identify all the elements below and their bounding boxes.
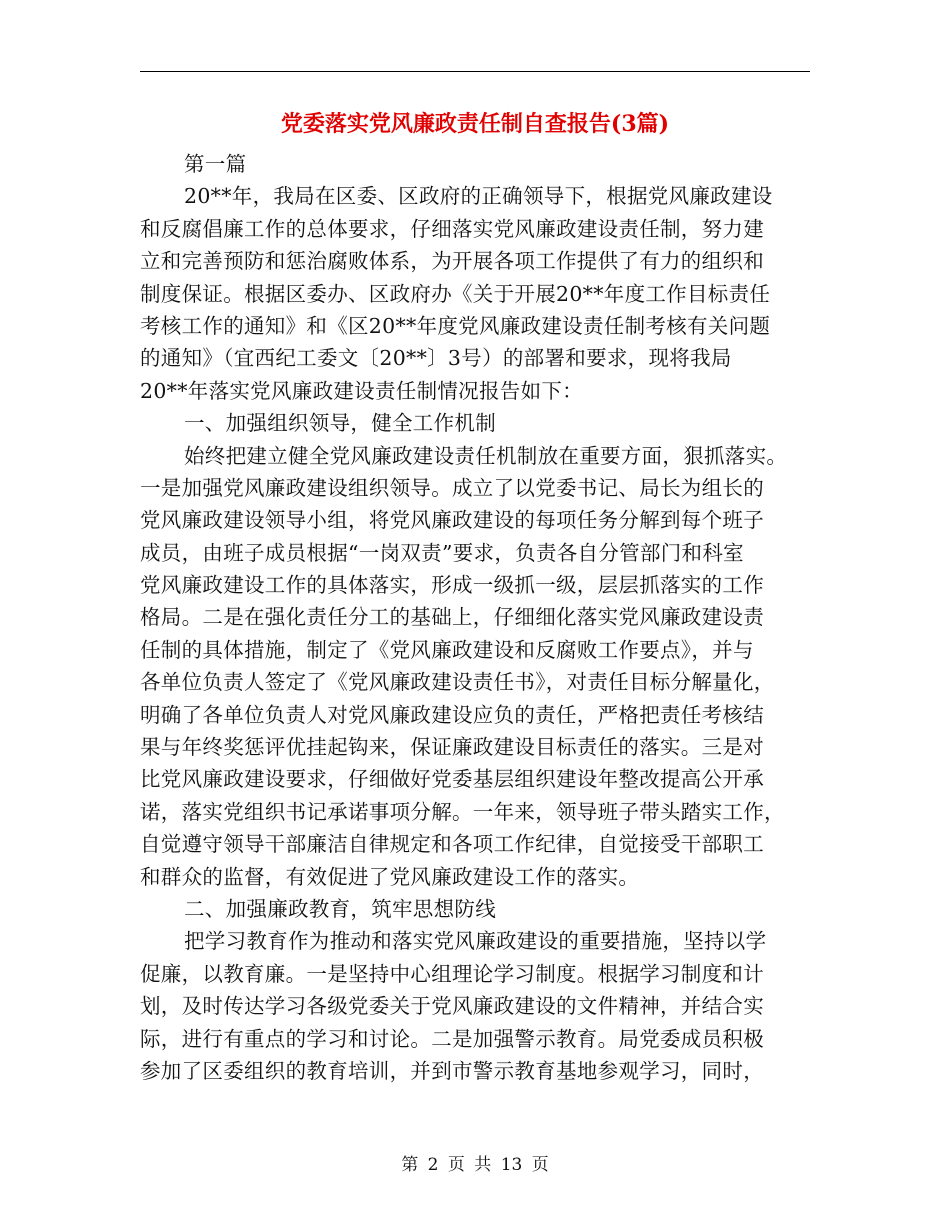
paragraph-line: 促廉，以教育廉。一是坚持中心组理论学习制度。根据学习制度和计	[140, 961, 764, 986]
document-body	[140, 148, 812, 1087]
paragraph-line: 果与年终奖惩评优挂起钩来，保证廉政建设目标责任的落实。三是对	[140, 735, 764, 760]
header-rule	[140, 71, 810, 72]
paragraph-line: 20**年落实党风廉政建设责任制情况报告如下：	[140, 378, 583, 403]
paragraph-line: 任制的具体措施，制定了《党风廉政建设和反腐败工作要点》，并与	[140, 637, 754, 662]
paragraph-line: 划，及时传达学习各级党委关于党风廉政建设的文件精神，并结合实	[140, 994, 764, 1019]
paragraph-line: 考核工作的通知》和《区20**年度党风廉政建设责任制考核有关问题	[140, 313, 771, 338]
paragraph-line: 明确了各单位负责人对党风廉政建设应负的责任，严格把责任考核结	[140, 702, 764, 727]
paragraph-line: 党风廉政建设领导小组，将党风廉政建设的每项任务分解到每个班子	[140, 508, 764, 533]
paragraph-line: 诺，落实党组织书记承诺事项分解。一年来，领导班子带头踏实工作，	[140, 799, 785, 824]
paragraph-line: 参加了区委组织的教育培训，并到市警示教育基地参观学习，同时，	[140, 1058, 764, 1083]
paragraph-line: 际，进行有重点的学习和讨论。二是加强警示教育。局党委成员积极	[140, 1026, 764, 1051]
page-number-footer: 第 2 页 共 13 页	[401, 1155, 549, 1175]
paragraph-line: 立和完善预防和惩治腐败体系，为开展各项工作提供了有力的组织和	[140, 249, 764, 274]
paragraph-line: 格局。二是在强化责任分工的基础上，仔细细化落实党风廉政建设责	[140, 605, 764, 630]
document-title: 党委落实党风廉政责任制自查报告(3篇)	[280, 111, 670, 137]
paragraph-line: 自觉遵守领导干部廉洁自律规定和各项工作纪律，自觉接受干部职工	[140, 832, 764, 857]
paragraph-line: 制度保证。根据区委办、区政府办《关于开展20**年度工作目标责任	[140, 281, 771, 306]
section-heading: 一、加强组织领导，健全工作机制	[184, 411, 496, 436]
paragraph-line: 的通知》（宜西纪工委文〔20**〕3号）的部署和要求，现将我局	[140, 346, 732, 371]
paragraph-line: 始终把建立健全党风廉政建设责任机制放在重要方面，狠抓落实。	[184, 443, 788, 468]
paragraph-line: 把学习教育作为推动和落实党风廉政建设的重要措施，坚持以学	[184, 929, 767, 954]
paragraph-line: 党风廉政建设工作的具体落实，形成一级抓一级，层层抓落实的工作	[140, 573, 764, 598]
paragraph-line: 各单位负责人签定了《党风廉政建设责任书》，对责任目标分解量化，	[140, 670, 775, 695]
paragraph-line: 和反腐倡廉工作的总体要求，仔细落实党风廉政建设责任制，努力建	[140, 216, 764, 241]
paragraph-line: 20**年，我局在区委、区政府的正确领导下，根据党风廉政建设	[184, 184, 773, 209]
section-heading: 二、加强廉政教育，筑牢思想防线	[184, 896, 496, 921]
paragraph-line: 比党风廉政建设要求，仔细做好党委基层组织建设年整改提高公开承	[140, 767, 764, 792]
paragraph-line: 成员，由班子成员根据“一岗双责”要求，负责各自分管部门和科室	[140, 540, 744, 565]
section-heading-part-one: 第一篇	[184, 152, 247, 176]
paragraph-line: 和群众的监督，有效促进了党风廉政建设工作的落实。	[140, 864, 640, 889]
paragraph-line: 一是加强党风廉政建设组织领导。成立了以党委书记、局长为组长的	[140, 475, 764, 500]
